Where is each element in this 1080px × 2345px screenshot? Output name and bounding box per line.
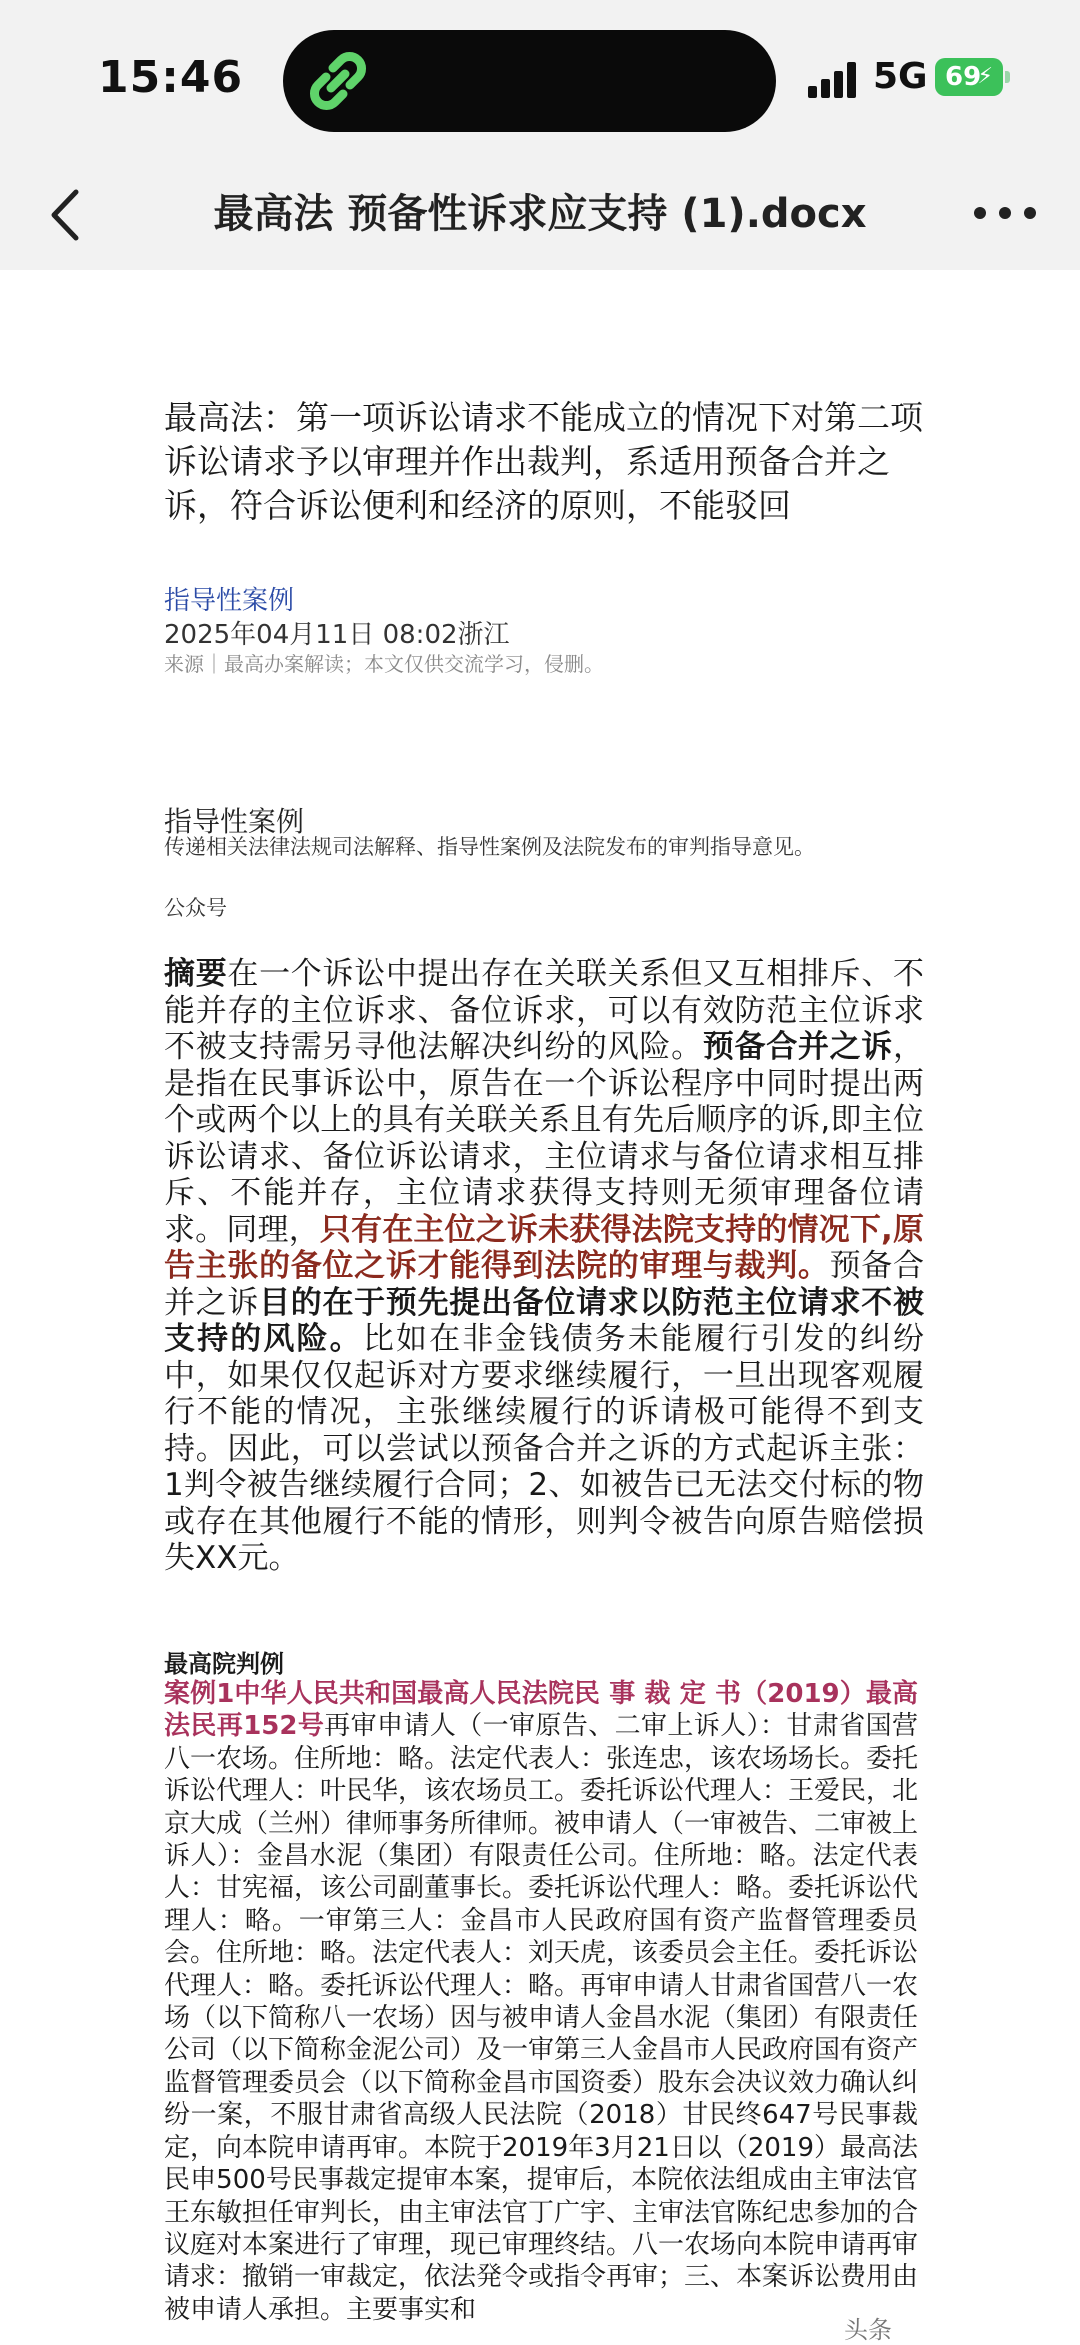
article-headline: 最高法：第一项诉讼请求不能成立的情况下对第二项诉讼请求予以审理并作出裁判，系适用预备合并之诉，符合诉讼便利和经济的原则，不能驳回: [164, 398, 923, 525]
signal-icon: [808, 60, 860, 98]
back-chevron-icon[interactable]: [42, 180, 92, 250]
more-menu-icon[interactable]: [970, 202, 1040, 228]
case-title: 案例1中华人民共和国最高人民法院民 事 裁 定 书（2019）最高法民再152号: [164, 1679, 918, 1742]
status-bar: [0, 0, 1080, 160]
abstract-highlight: 只有在主位之诉未获得法院支持的情况下,原告主张的备位之诉才能得到法院的审理与裁判。: [164, 1211, 925, 1284]
abstract-label: 摘要: [164, 956, 228, 992]
abstract-bold-1: 预备合并之诉: [702, 1029, 894, 1065]
source-note: 来源｜最高办案解读；本文仅供交流学习，侵删。: [164, 652, 604, 676]
abstract-text-3: 预备合并之诉: [164, 1248, 925, 1321]
status-time: 15:46: [98, 52, 244, 103]
account-card-name: 指导性案例: [164, 805, 305, 838]
watermark: 头条: [844, 2316, 892, 2344]
publish-date: 2025年04月11日 08:02浙江: [164, 620, 510, 650]
case-section-heading: 最高院判例: [164, 1650, 284, 1678]
link-app-icon[interactable]: [303, 46, 373, 116]
nav-bar: [0, 160, 1080, 270]
network-type: 5G: [873, 56, 928, 97]
case-paragraph: [164, 1678, 918, 2342]
charging-bolt-icon: ⚡: [977, 64, 993, 89]
abstract-bold-2: 目的在于预先提出备位请求以防范主位请求不被支持的风险。: [164, 1284, 925, 1357]
case-text: 再审申请人（一审原告、二审上诉人）：甘肃省国营八一农场。住所地：略。法定代表人：张连忠，该农场场长。委托诉讼代理人：叶民华，该农场员工。委托诉讼代理人：王爱民，北京大成（兰州）律师事务所律师。被申请人（一审被告、二审被上诉人）：金昌水泥（集团）有限责任公司。住所地：略。法定代表人：甘宪福，该公司副董事长。委托诉讼代理人：略。委托诉讼代理人：略。一审第三人：金昌市人民政府国有资产监督管理委员会。住所地：略。法定代表人：刘天虎，该委员会主任。委托诉讼代理人：略。委托诉讼代理人：略。再审申请人甘肃省国营八一农场（以下简称八一农场）因与被申请人金昌水泥（集团）有限责任公司（以下简称金泥公司）及一审第三人金昌市人民政府国有资产监督管理委员会（以下简称金昌市国资委）股东会决议效力确认纠纷一案，不服甘肃省高级人民法院（2018）甘民终647号民事裁定，向本院申请再审。本院于2019年3月21日以（2019）最高法民申500号民事裁定提审本案，提审后，本院依法组成由主审法官王东敏担任审判长，由主审法官丁广宇、主审法官陈纪忠参加的合议庭对本案进行了审理，现已审理终结。八一农场向本院申请再审请求：撤销一审裁定，依法発令或指令再审；三、本案诉讼费用由被申请人承担。主要事实和: [164, 1711, 918, 2325]
account-card-description: 传递相关法律法规司法解释、指导性案例及法院发布的审判指导意见。: [164, 835, 815, 859]
battery-icon: [935, 58, 1003, 96]
dynamic-island: [283, 30, 776, 132]
document-title: 最高法 预备性诉求应支持 (1).docx: [213, 191, 867, 237]
battery-level: 69: [945, 62, 982, 92]
abstract-text-2: ，是指在民事诉讼中，原告在一个诉讼程序中同时提出两个或两个以上的具有关联关系且有先后顺序的诉,即主位诉讼请求、备位诉讼请求，主位请求与备位请求相互排斥、不能并存，主位请求获得支持则无须审理备位请求。同理，: [164, 1029, 925, 1248]
account-link[interactable]: 指导性案例: [164, 586, 295, 616]
abstract-text-4: 比如在非金钱债务未能履行引发的纠纷中，如果仅仅起诉对方要求继续履行，一旦出现客观履行不能的情况，主张继续履行的诉请极可能得不到支持。因此，可以尝试以预备合并之诉的方式起诉主张：1判令被告继续履行合同；2、如被告已无法交付标的物或存在其他履行不能的情形，则判令被告向原告赔偿损失XX元。: [164, 1321, 925, 1576]
abstract-text-1: 在一个诉讼中提出存在关联关系但又互相排斥、不能并存的主位诉求、备位诉求，可以有效防范主位诉求不被支持需另寻他法解决纠纷的风险。: [164, 956, 925, 1065]
abstract-paragraph: [164, 956, 924, 1577]
account-card-type: 公众号: [164, 896, 227, 920]
